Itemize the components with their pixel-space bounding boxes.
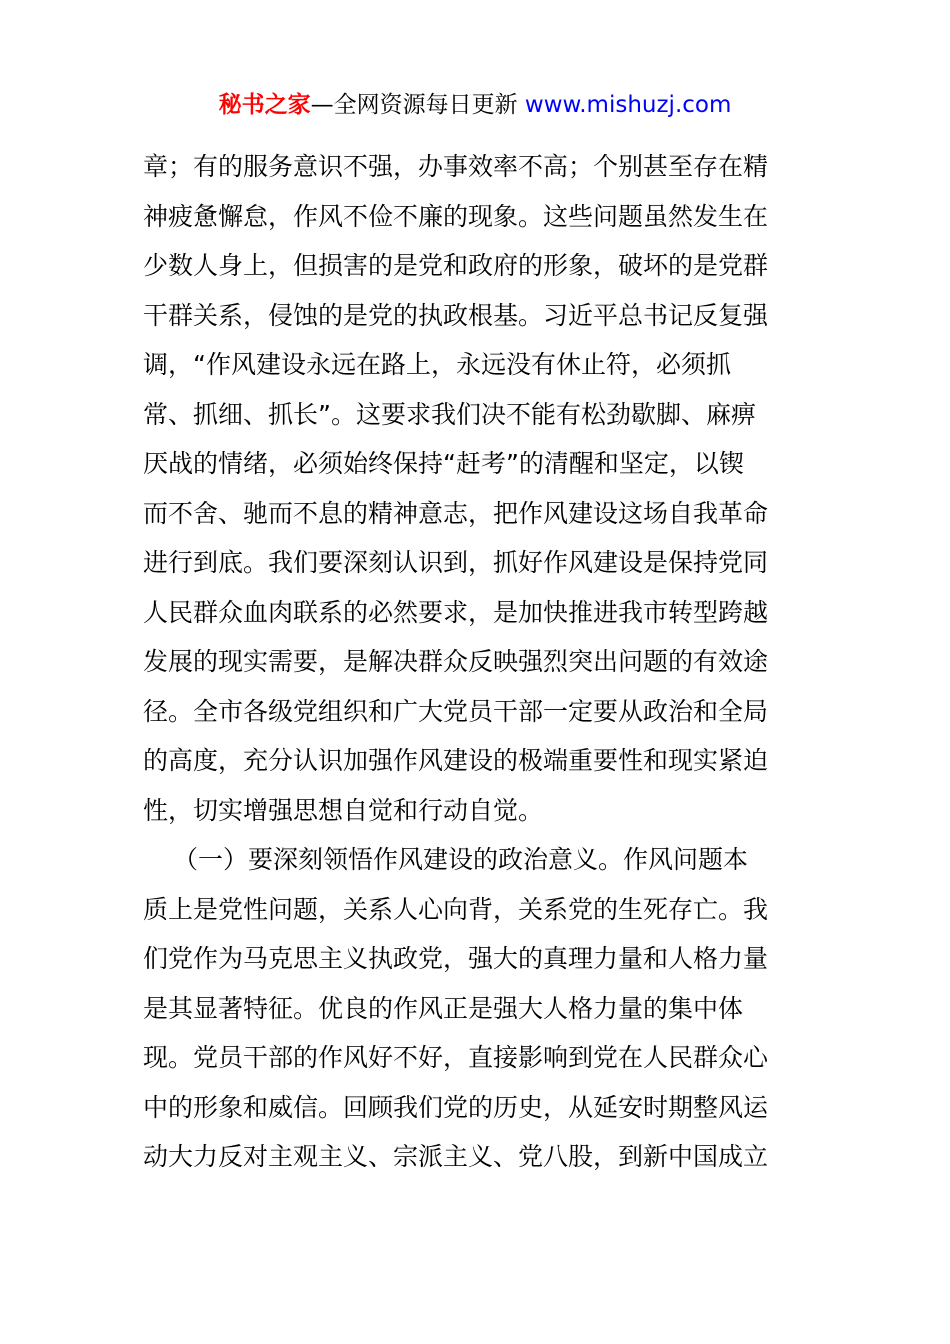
text-line: 干群关系，侵蚀的是党的执政根基。习近平总书记反复强 [143,300,769,330]
text-line: 调，“作风建设永远在路上，永远没有休止符，必须抓 [143,350,731,379]
text-line: 神疲惫懈怠，作风不俭不廉的现象。这些问题虽然发生在 [143,201,769,231]
header-url-link[interactable]: www.mishuzj.com [524,92,732,118]
header-tagline: —全网资源每日更新 [310,92,525,118]
text-line: 而不舍、驰而不息的精神意志，把作风建设这场自我革命 [143,498,769,528]
text-line: 质上是党性问题，关系人心向背，关系党的生死存亡。我 [143,894,769,924]
page-header [0,88,950,122]
text-line: 厌战的情绪，必须始终保持“赶考”的清醒和坚定，以锲 [143,449,744,478]
text-line: 们党作为马克思主义执政党，强大的真理力量和人格力量 [143,944,769,973]
text-line: 人民群众血肉联系的必然要求，是加快推进我市转型跨越 [143,597,769,627]
text-line: 少数人身上，但损害的是党和政府的形象，破坏的是党群 [143,251,769,280]
text-line: 径。全市各级党组织和广大党员干部一定要从政治和全局 [143,696,769,726]
text-line: 动大力反对主观主义、宗派主义、党八股，到新中国成立 [143,1142,769,1171]
text-line: 是其显著特征。优良的作风正是强大人格力量的集中体 [143,993,744,1023]
text-line: 现。党员干部的作风好不好，直接影响到党在人民群众心 [143,1043,769,1072]
text-line: 中的形象和威信。回顾我们党的历史，从延安时期整风运 [143,1092,769,1122]
text-line: 章；有的服务意识不强，办事效率不高；个别甚至存在精 [143,152,769,181]
text-line: 进行到底。我们要深刻认识到，抓好作风建设是保持党同 [143,548,769,577]
section-heading-line: （一）要深刻领悟作风建设的政治意义。作风问题本 [173,845,749,874]
text-line: 常、抓细、抓长”。这要求我们决不能有松劲歇脚、麻痹 [143,399,756,429]
text-line: 性，切实增强思想自觉和行动自觉。 [143,795,544,825]
text-line: 的高度，充分认识加强作风建设的极端重要性和现实紧迫 [143,746,769,775]
document-body [143,148,807,1188]
header-brand: 秘书之家 [218,92,311,118]
text-line: 发展的现实需要，是解决群众反映强烈突出问题的有效途 [143,647,769,676]
